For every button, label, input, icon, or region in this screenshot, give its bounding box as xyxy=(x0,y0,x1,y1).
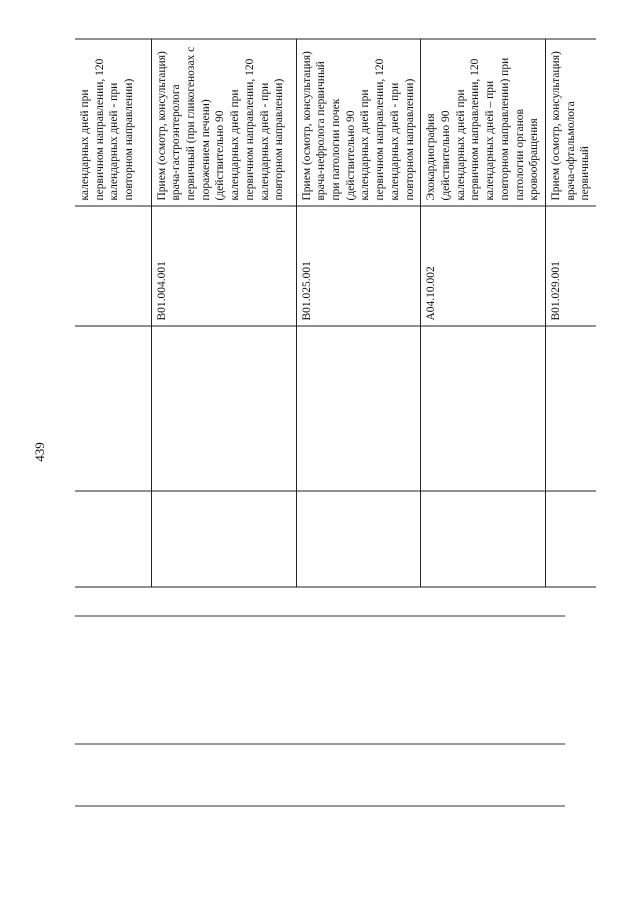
service-code-cell xyxy=(75,206,151,326)
table-cell-empty xyxy=(421,491,546,587)
table-cell-empty xyxy=(296,326,421,491)
table-cell-empty xyxy=(151,491,296,587)
page-number: 439 xyxy=(32,442,47,462)
service-code-cell: B01.029.001 xyxy=(546,206,597,326)
service-code-cell: B01.025.001 xyxy=(296,206,421,326)
table-stub-line xyxy=(75,744,565,745)
service-description-cell: Эхокардиография (действительно 90 календарных дней при первичном направлении, 120 календарных дней – при повторном направлении) при патологии органов кровообращения xyxy=(421,39,546,206)
table-row xyxy=(296,39,421,587)
table-cell-empty xyxy=(421,326,546,491)
table-cell-empty xyxy=(75,491,151,587)
table-cell-empty xyxy=(296,491,421,587)
services-table xyxy=(75,39,596,588)
service-description-cell: Прием (осмотр, консультация) врача-гастроэнтеролога первичный (при гликогенозах с поражением печени) (действительно 90 календарных дней при первичном направлении, 120 календарных дней - при повторном направлении) xyxy=(151,39,296,206)
table-row xyxy=(151,39,296,587)
rotated-page-content xyxy=(75,40,592,865)
service-code-cell: A04.10.002 xyxy=(421,206,546,326)
table-stub-line xyxy=(75,616,565,617)
table-stub-line xyxy=(75,806,565,807)
table-row xyxy=(75,39,151,587)
table-row xyxy=(546,39,597,587)
service-description-cell: календарных дней при первичном направлении, 120 календарных дней - при повторном направлении) xyxy=(75,39,151,206)
service-description-cell: Прием (осмотр, консультация) врача-офтальмолога первичный xyxy=(546,39,597,206)
service-code-cell: B01.004.001 xyxy=(151,206,296,326)
table-cell-empty xyxy=(546,326,597,491)
table-cell-empty xyxy=(75,326,151,491)
table-cell-empty xyxy=(151,326,296,491)
table-cell-empty xyxy=(546,491,597,587)
table-row xyxy=(421,39,546,587)
service-description-cell: Прием (осмотр, консультация) врача-нефролога первичный при патологии почек (действительно 90 календарных дней при первичном направлении, 120 календарных дней - при повторном направлении) xyxy=(296,39,421,206)
